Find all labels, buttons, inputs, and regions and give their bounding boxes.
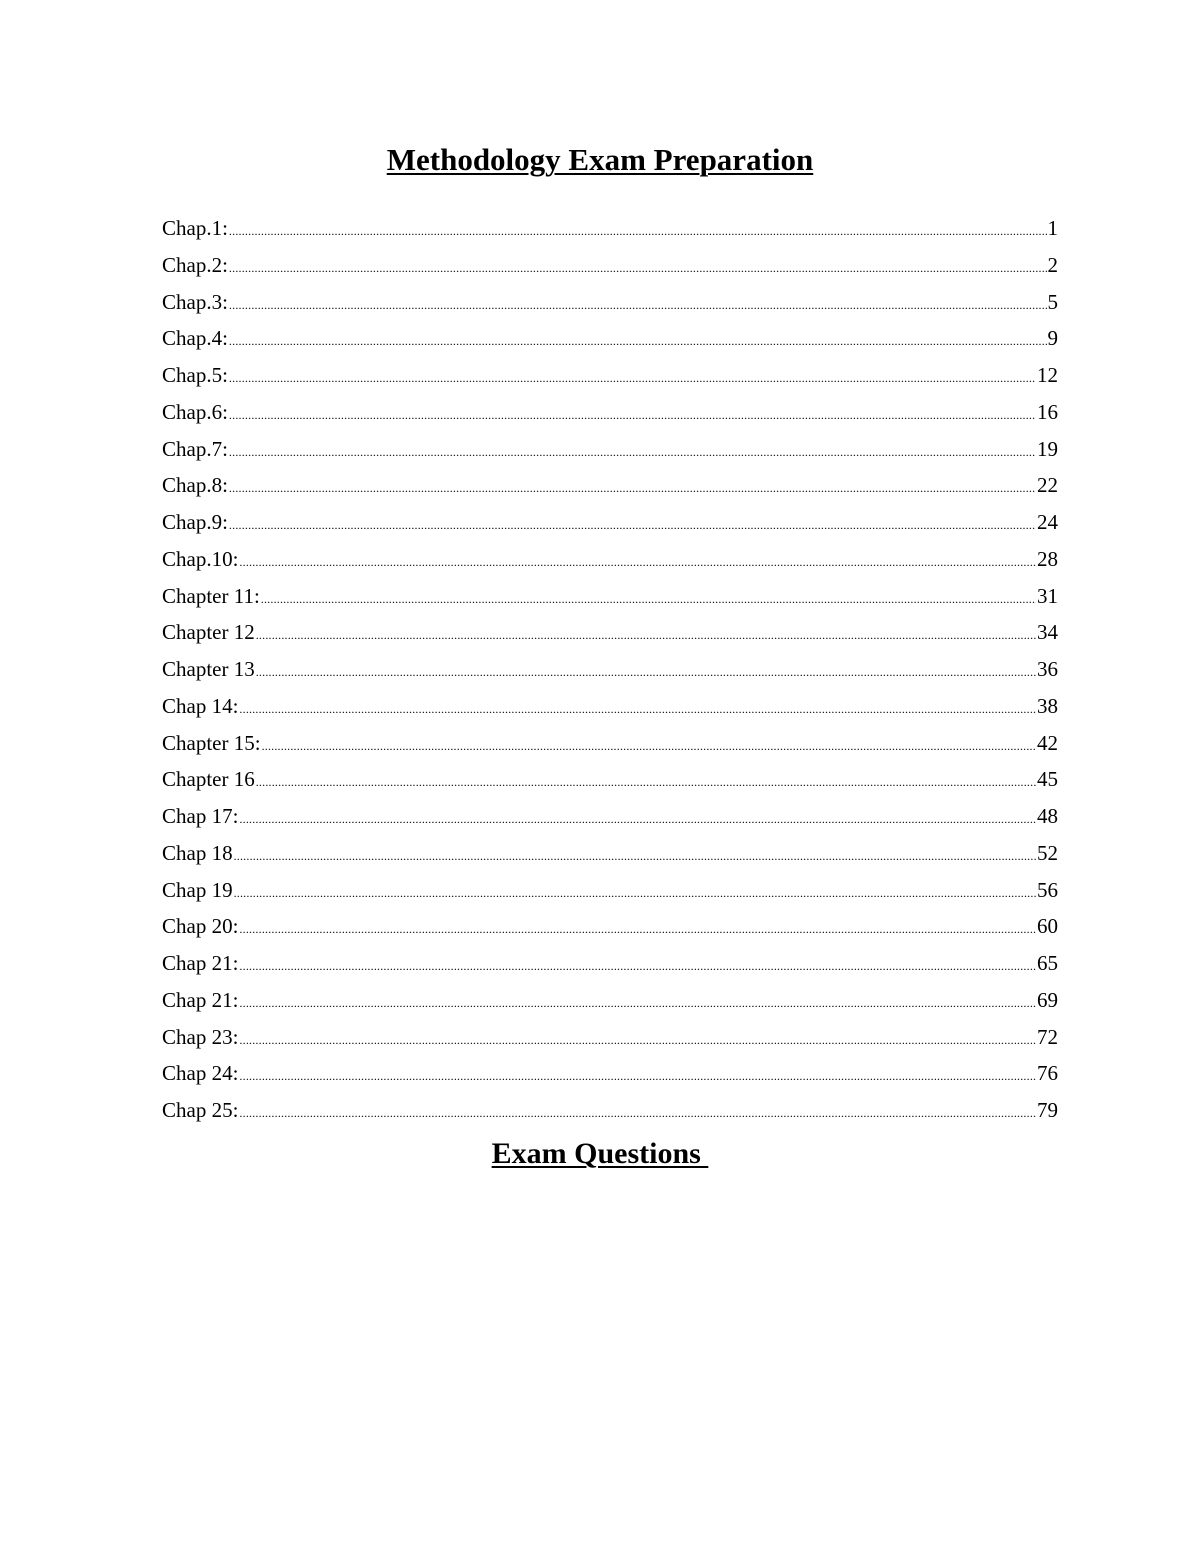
toc-entry-page-number: 19 (1037, 436, 1058, 461)
toc-entry-page-number: 38 (1037, 693, 1058, 718)
toc-entry[interactable] (162, 504, 1058, 541)
toc-entry-label: Chap.8: (162, 473, 228, 498)
document-title: Methodology Exam Preparation (386, 142, 814, 177)
toc-entry[interactable] (162, 431, 1058, 468)
toc-entry-label: Chapter 16 (162, 767, 255, 792)
toc-entry[interactable] (162, 541, 1058, 578)
toc-entry-label: Chap 21: (162, 951, 239, 975)
toc-dot-leader (229, 360, 1036, 394)
toc-entry-label: Chap 18 (162, 840, 233, 865)
toc-entry-page-number: 79 (1037, 1098, 1058, 1122)
toc-dot-leader (229, 323, 1047, 357)
toc-entry-page-number: 9 (1047, 326, 1058, 351)
toc-entry-page-number: 34 (1037, 620, 1058, 645)
toc-dot-leader (256, 654, 1036, 688)
toc-entry-label: Chap.1: (162, 216, 228, 240)
toc-entry[interactable] (162, 357, 1058, 394)
toc-dot-leader (229, 434, 1036, 468)
toc-entry[interactable] (162, 908, 1058, 945)
section-heading: Exam Questions (491, 1137, 709, 1170)
toc-entry-page-number: 22 (1037, 473, 1058, 498)
toc-entry[interactable] (162, 982, 1058, 1019)
toc-entry-label: Chap.10: (162, 546, 239, 571)
toc-dot-leader (239, 1095, 1036, 1129)
toc-entry-page-number: 36 (1037, 657, 1058, 681)
toc-dot-leader (256, 617, 1036, 651)
toc-dot-leader (234, 875, 1036, 909)
toc-entry-label: Chap.3: (162, 289, 228, 314)
toc-entry-page-number: 16 (1037, 399, 1058, 424)
toc-entry[interactable] (162, 394, 1058, 431)
toc-dot-leader (239, 1058, 1036, 1092)
toc-entry-page-number: 76 (1037, 1061, 1058, 1086)
toc-entry[interactable] (162, 1019, 1058, 1056)
toc-entry-page-number: 48 (1037, 804, 1058, 828)
toc-dot-leader (234, 838, 1036, 872)
toc-dot-leader (229, 507, 1036, 541)
toc-entry-label: Chap.4: (162, 326, 228, 351)
toc-entry-label: Chap 17: (162, 804, 239, 828)
toc-dot-leader (239, 691, 1036, 725)
toc-entry[interactable] (162, 725, 1058, 762)
toc-entry-page-number: 2 (1047, 252, 1058, 277)
toc-dot-leader (239, 1022, 1036, 1056)
toc-entry-page-number: 52 (1037, 840, 1058, 865)
toc-entry-label: Chap 19 (162, 877, 233, 902)
toc-dot-leader (239, 801, 1036, 835)
toc-dot-leader (256, 764, 1036, 798)
toc-entry-label: Chap 21: (162, 987, 239, 1012)
section-heading-wrapper (0, 1134, 1200, 1174)
toc-entry-page-number: 60 (1037, 914, 1058, 939)
toc-entry[interactable] (162, 614, 1058, 651)
toc-entry-label: Chap.7: (162, 436, 228, 461)
toc-entry-label: Chapter 13 (162, 657, 255, 681)
toc-entry-label: Chapter 12 (162, 620, 255, 645)
toc-dot-leader (239, 985, 1036, 1019)
toc-entry-label: Chap 14: (162, 693, 239, 718)
toc-dot-leader (229, 213, 1047, 247)
toc-dot-leader (239, 911, 1036, 945)
table-of-contents (162, 210, 1058, 1129)
toc-entry-page-number: 28 (1037, 546, 1058, 571)
toc-entry-page-number: 5 (1047, 289, 1058, 314)
toc-entry[interactable] (162, 688, 1058, 725)
toc-entry-label: Chap.6: (162, 399, 228, 424)
toc-entry[interactable] (162, 467, 1058, 504)
toc-entry[interactable] (162, 247, 1058, 284)
toc-entry-page-number: 12 (1037, 363, 1058, 387)
toc-dot-leader (262, 728, 1036, 762)
toc-entry[interactable] (162, 578, 1058, 615)
toc-entry-label: Chap.5: (162, 363, 228, 387)
toc-entry-label: Chap 25: (162, 1098, 239, 1122)
toc-entry-page-number: 42 (1037, 730, 1058, 755)
toc-entry-page-number: 31 (1037, 583, 1058, 608)
toc-entry-label: Chapter 11: (162, 583, 260, 608)
toc-entry[interactable] (162, 1092, 1058, 1129)
toc-dot-leader (239, 544, 1036, 578)
toc-entry[interactable] (162, 798, 1058, 835)
toc-entry-label: Chap 24: (162, 1061, 239, 1086)
toc-entry[interactable] (162, 872, 1058, 909)
toc-entry[interactable] (162, 761, 1058, 798)
toc-entry[interactable] (162, 835, 1058, 872)
toc-dot-leader (229, 397, 1036, 431)
toc-entry-label: Chap 23: (162, 1024, 239, 1049)
toc-entry-page-number: 56 (1037, 877, 1058, 902)
toc-entry-page-number: 24 (1037, 510, 1058, 534)
toc-dot-leader (229, 287, 1047, 321)
toc-entry-label: Chap 20: (162, 914, 239, 939)
toc-entry-page-number: 65 (1037, 951, 1058, 975)
toc-entry-label: Chap.2: (162, 252, 228, 277)
toc-entry[interactable] (162, 210, 1058, 247)
toc-entry[interactable] (162, 945, 1058, 982)
toc-dot-leader (229, 470, 1036, 504)
toc-entry-page-number: 69 (1037, 987, 1058, 1012)
toc-dot-leader (261, 581, 1036, 615)
toc-dot-leader (229, 250, 1047, 284)
toc-entry[interactable] (162, 1055, 1058, 1092)
toc-entry-label: Chapter 15: (162, 730, 261, 755)
toc-entry-label: Chap.9: (162, 510, 228, 534)
toc-entry[interactable] (162, 284, 1058, 321)
toc-entry[interactable] (162, 320, 1058, 357)
toc-dot-leader (239, 948, 1036, 982)
toc-entry-page-number: 1 (1047, 216, 1058, 240)
toc-entry-page-number: 45 (1037, 767, 1058, 792)
toc-entry[interactable] (162, 651, 1058, 688)
toc-entry-page-number: 72 (1037, 1024, 1058, 1049)
